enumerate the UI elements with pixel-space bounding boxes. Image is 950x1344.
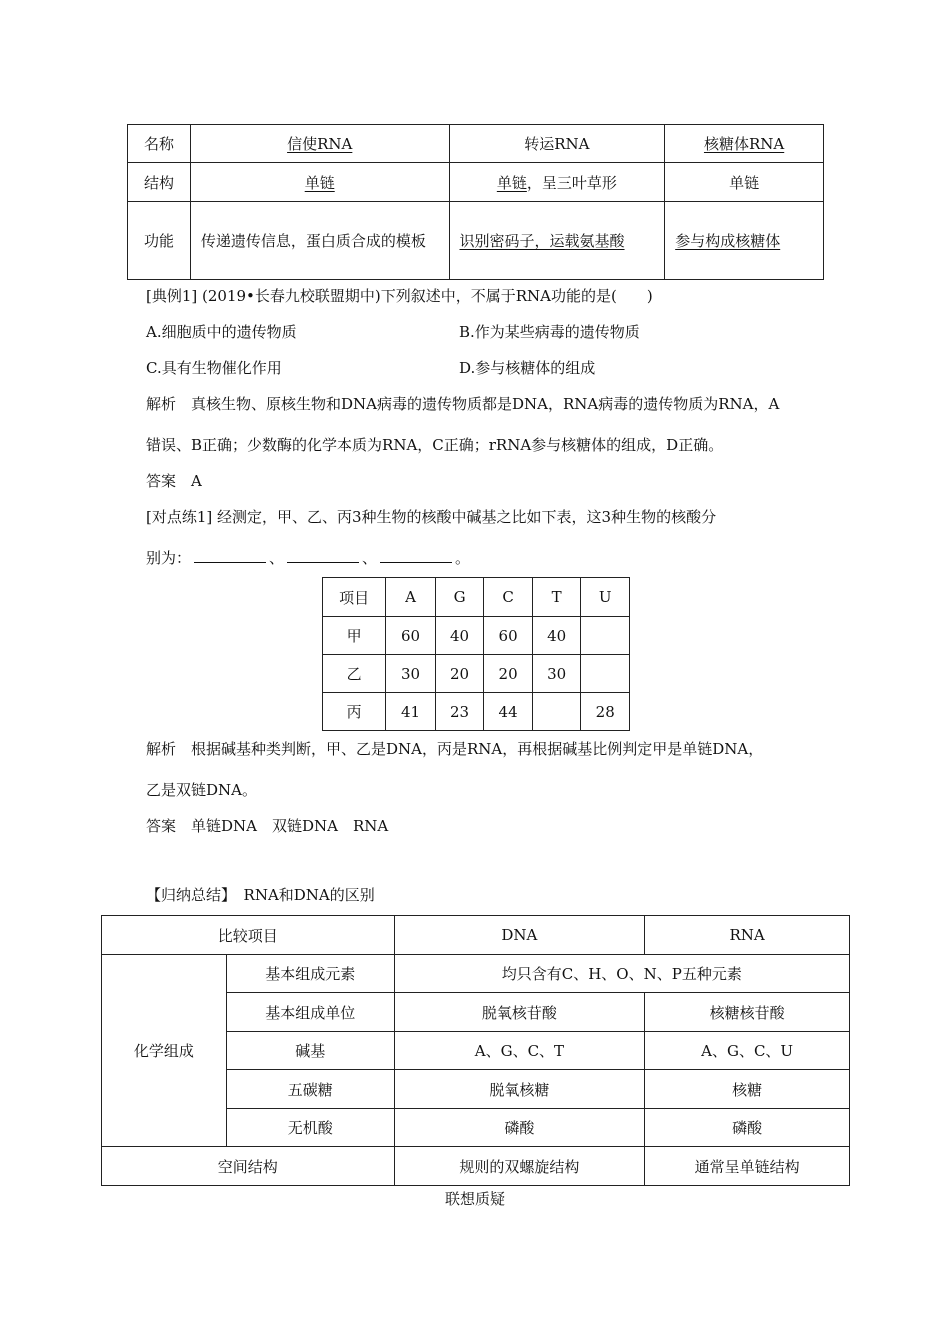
table-cell: 20 (484, 655, 533, 693)
base-header: U (581, 578, 630, 617)
table-cell (581, 617, 630, 655)
header-mrna: 信使RNA (190, 125, 449, 163)
table-cell: 23 (435, 693, 484, 731)
practice1-analysis-2: 乙是双链DNA。 (146, 781, 257, 799)
base-header: G (435, 578, 484, 617)
table-row (323, 655, 630, 693)
table-cell: 44 (484, 693, 533, 731)
function-label: 功能 (128, 202, 191, 280)
dna-cell: 脱氧核糖 (394, 1070, 645, 1109)
table-cell: 甲 (323, 617, 386, 655)
practice1-line2: 别为： 、 、 。 (146, 549, 471, 567)
structure-mrna: 单链 (190, 163, 449, 202)
table-cell: 40 (435, 617, 484, 655)
structure-trna: 单链，呈三叶草形 (449, 163, 665, 202)
option-a: A.细胞质中的遗传物质 (146, 323, 297, 341)
table-cell: 60 (484, 617, 533, 655)
table-cell: 28 (581, 693, 630, 731)
dna-cell: 脱氧核苷酸 (394, 993, 645, 1032)
rna-cell: 核糖核苷酸 (645, 993, 850, 1032)
rna-types-table (127, 124, 824, 280)
rna-cell: 核糖 (645, 1070, 850, 1109)
rna-cell: 通常呈单链结构 (645, 1147, 850, 1186)
example1-answer: 答案 A (146, 472, 202, 490)
col-dna: DNA (394, 916, 645, 955)
header-rrna: 核糖体RNA (665, 125, 824, 163)
practice1-answer: 答案 单链DNA 双链DNA RNA (146, 817, 389, 835)
header-label: 名称 (128, 125, 191, 163)
option-d: D.参与核糖体的组成 (459, 359, 596, 377)
table-cell: 20 (435, 655, 484, 693)
practice1-line1: [对点练1] 经测定，甲、乙、丙3种生物的核酸中碱基之比如下表，这3种生物的核酸分 (146, 508, 717, 526)
group-chemical-composition: 化学组成 (102, 955, 227, 1147)
rna-cell: 磷酸 (645, 1109, 850, 1147)
row-label: 五碳糖 (226, 1070, 394, 1109)
row-label: 无机酸 (226, 1109, 394, 1147)
example1-question: [典例1] (2019•长春九校联盟期中)下列叙述中，不属于RNA功能的是( ) (146, 287, 653, 305)
example1-analysis-2: 错误、B正确；少数酶的化学本质为RNA，C正确；rRNA参与核糖体的组成，D正确。 (146, 436, 724, 454)
answer-blank-2[interactable] (287, 548, 359, 563)
table-cell: 40 (532, 617, 581, 655)
table-cell (532, 693, 581, 731)
example1-analysis-1: 解析 真核生物、原核生物和DNA病毒的遗传物质都是DNA，RNA病毒的遗传物质为RNA，A (146, 395, 780, 413)
table-row (323, 617, 630, 655)
table-cell: 60 (386, 617, 436, 655)
dna-cell: 磷酸 (394, 1109, 645, 1147)
dna-cell: 规则的双螺旋结构 (394, 1147, 645, 1186)
table-cell: 30 (532, 655, 581, 693)
answer-blank-1[interactable] (194, 548, 266, 563)
footer-heading: 联想质疑 (444, 1190, 505, 1208)
function-trna: 识别密码子，运载氨基酸 (449, 202, 665, 280)
table-cell (581, 655, 630, 693)
col-compare: 比较项目 (102, 916, 395, 955)
table-row (323, 693, 630, 731)
rna-cell: A、G、C、U (645, 1032, 850, 1070)
structure-label: 结构 (128, 163, 191, 202)
base-ratio-table (322, 577, 630, 731)
dna-cell: A、G、C、T (394, 1032, 645, 1070)
header-trna: 转运RNA (449, 125, 665, 163)
function-rrna: 参与构成核糖体 (665, 202, 824, 280)
col-rna: RNA (645, 916, 850, 955)
summary-heading: 【归纳总结】 RNA和DNA的区别 (146, 886, 375, 904)
function-mrna: 传递遗传信息，蛋白质合成的模板 (190, 202, 449, 280)
structure-rrna: 单链 (665, 163, 824, 202)
elements-value: 均只含有C、H、O、N、P五种元素 (394, 955, 849, 993)
base-header: 项目 (323, 578, 386, 617)
table-cell: 乙 (323, 655, 386, 693)
option-c: C.具有生物催化作用 (146, 359, 282, 377)
row-label: 碱基 (226, 1032, 394, 1070)
row-label: 空间结构 (102, 1147, 395, 1186)
rna-dna-comparison-table (101, 915, 850, 1186)
table-cell: 30 (386, 655, 436, 693)
table-cell: 41 (386, 693, 436, 731)
row-label: 基本组成单位 (226, 993, 394, 1032)
answer-blank-3[interactable] (380, 548, 452, 563)
table-cell: 丙 (323, 693, 386, 731)
base-header: C (484, 578, 533, 617)
practice1-analysis-1: 解析 根据碱基种类判断，甲、乙是DNA，丙是RNA，再根据碱基比例判定甲是单链DNA， (146, 740, 764, 758)
row-label: 基本组成元素 (226, 955, 394, 993)
base-header: T (532, 578, 581, 617)
base-header: A (386, 578, 436, 617)
option-b: B.作为某些病毒的遗传物质 (459, 323, 640, 341)
